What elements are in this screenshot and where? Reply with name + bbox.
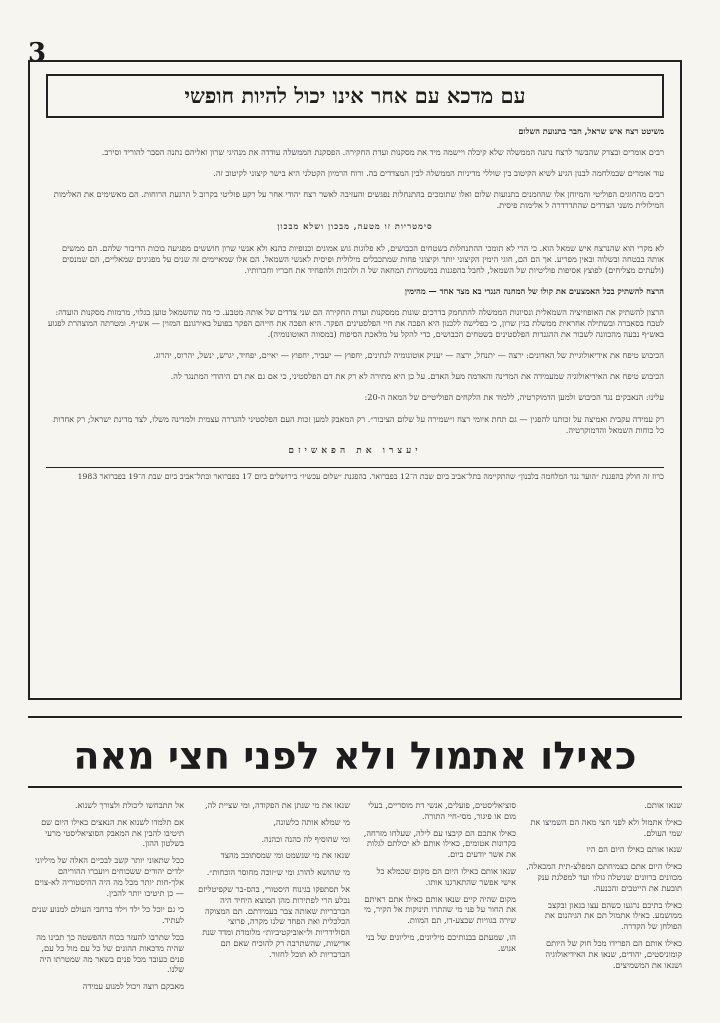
- headline-divider: [28, 786, 682, 788]
- column-paragraph: כאילו אותם הם הפרידו מכל חוק של היותם קומוניסטים, יהודים, שנאו את האידיאולוגיה ושנאו את המשמיצים.: [545, 937, 682, 970]
- leaflet-subheading: סימטריות זו מטעה, מבכון ושלא מבכון: [277, 221, 433, 232]
- leaflet-paragraph: משיטט רצח איש שראל, חבר בתנועת השלום: [518, 126, 664, 136]
- footnote-divider: [46, 467, 664, 468]
- column-paragraph: אל תסתפקו בגינוח היסטורי, בהס-בר שקפיטליזם נכלע הרי לפתירות מהן המוצא היחיד היה הברבריות שאותה צבר בעמידתם. תם המצוקה הכלכלית ואת הפחד שלנו מקרה, פרוצי הסולידריות ול״אוביקטיביות״ מלומדת ומדד שנת אדישות, שהשתרבה רק להוכיח שאם תם הברבריות לא תוכל לחזור.: [198, 883, 350, 959]
- leaflet-paragraph: רבים אומרים ובצדק שהבשר לרצח נתנה הממשלה שלא קיבלה ויישמה מיד את מסקנות ועדת החקירה. הפסקנת הממשלה עודדה את מנהיגי שרון ואליהם נתנה הסבר להוריד וסירב.: [101, 147, 664, 158]
- column-paragraph: שנאו אותם כאילו היום הם היו: [586, 844, 682, 855]
- column-paragraph: סוציאליסטים, פועלים, אנשי דת מוסריים, בעלי מום או פיגור, מסי-חיי התורה.: [368, 800, 516, 821]
- column-paragraph: כאילו אתמול ולא לפני חצי מאה הם השמיצו את שמי העולם.: [530, 816, 682, 838]
- column-paragraph: בכל שתרבו להעזר בכוח ההפשטה כך תבינו מה שהיה מדכאות ההונים של כל עם מול כל עם, פנים בעובד מכל פנים בשאר מה שמטרתו היה שלנו.: [36, 931, 184, 975]
- column-paragraph: שנאו אותם.: [644, 800, 682, 810]
- column-paragraph: מי שמלא אותה כלשונה,: [273, 816, 350, 827]
- column-paragraph: הו, שמעתם בבנותיכם מיליונים, מיליונים של בני אנוש.: [365, 931, 516, 953]
- leaflet-paragraph: עוד אומרים שבמלחמה לבנון הגיע לשיא הקיטוב בין שוללי מדיניות הממשלה לבין המצדדים בה. ורוח הרמיון הקטלני היא בישר קיצוני לקיטוב זה.: [213, 168, 664, 179]
- article-column: [28, 800, 184, 1014]
- leaflet-paragraph: הכיבוש טיפח את האידיאולוגיה שמעמידה את המדינה והאדמה מעל האדם. על כן היא מתירה לא רק את דם הפלסטיני, כי אם גם את דם היהודי המתנגד לה.: [170, 371, 664, 382]
- column-paragraph: שנאו את מי שנשמט ומי שמסתובב מהצד: [220, 850, 350, 861]
- article-column: [360, 800, 516, 1014]
- leaflet-paragraph: הכיבוש טיפח את אידיאולוגיית של האדונים: ירצה — יתנחל, ירצה — יעניק אוטונומיה לנתינים, יחפוץ — יעביר, יחפוץ — יאיים, יפחיד, יגרש, ינשל, יהרוס, יהרוג.: [153, 350, 664, 361]
- leaflet-paragraph: רק עמידה עקבית ואמיצה על זכותנו להפגין — גם תחת איומי רצח ו״שמירה על שלום הציבור״. רק המאבק למען זכות העם הפלסטיני להגדרה עצמית ולמדינה משלו, לצד מדינת ישראל; רק אחדות כל כוחות השמאל והדמוקרטיה.: [53, 413, 664, 435]
- leaflet-signature: יעצרו את הפאשיזם: [288, 445, 422, 456]
- article-headline: כאילו אתמול ולא לפני חצי מאה: [73, 734, 637, 778]
- column-paragraph: שנאו את מי שנתן את הפקודה, ומי שציית לה,: [205, 800, 350, 810]
- article-column: [194, 800, 350, 1014]
- leaflet-headline: עם מדכא עם אחר אינו יכול להיות חופשי: [46, 74, 664, 118]
- column-paragraph: ככל שתאוני יותר קשב לבכיים האלה של מיליוני ילדים יהודים ששכוחים ויועברו ההוריהם אלך-חות יותר מכל מה היה ההיסטוריה לא-צוים — כן תיטיבו יותר להבין.: [34, 855, 184, 898]
- column-paragraph: ומי שהוסיף לה כהנה וכהנה.: [261, 833, 350, 844]
- page-number: 3: [28, 38, 47, 68]
- column-paragraph: מקום שהיה קיים שנאו אותם כאילו אתם ראיתם את החור על פני מי שהתרו תינוקות אל הקיר, מי שירה בגוויות שבצע-דו, תם המוות.: [363, 893, 516, 926]
- column-paragraph: מי שהושא להורג ומי ש״זוכה מחוסר הוכחות״.: [206, 867, 350, 878]
- column-paragraph: כאילו בתיכם נרגעו כשהם עצו בגאון ובקצב ממושמע. כאילו אתמול תם את הגיהנום את הפולחן של הקדרה.: [544, 899, 682, 932]
- article-column: [526, 800, 682, 1014]
- column-paragraph: כאילו היום אתם כצמיחתם המפלצ-תית המכאלה, מכוונים ברוונים שניטלה גזלוו ועד למפלגת ענק תובעת את הייטבים והכנעה.: [526, 861, 682, 893]
- leaflet-paragraph: עלינו: הנאבקים נגד הכיבוש ולמען הדמוקרטיה, ללמוד את הלקחים הפוליטיים של המאה ה-20:: [364, 392, 664, 403]
- column-paragraph: מאבקם רוצה ויכול למנוע עמידה: [82, 981, 184, 992]
- column-paragraph: שנאו אותם כאילו היום הם מקום שכמלא כל אישי אפשר שהתארגנו אותו.: [376, 865, 516, 887]
- column-paragraph: אל תתבחשו ליכולת ולצורך לשנוא.: [75, 800, 184, 810]
- column-paragraph: כי גם יוכל כל ילד וילד ברחבי העולם למנוע שנים לעתיד.: [31, 904, 184, 926]
- section-divider: [28, 716, 682, 718]
- leaflet-footnote: כרוז זה חולק בהפגנת ״הועד נגד המלחמה בלבנון״ שהתקיימה בתל־אביב ביום שבת ה־12 בפברואר. בהפגנת ״שלום עכשיו״ בירושלים ביום 17 בפברואר ובתל־אביב ביום שבת ה־19 בפברואר 1983: [77, 471, 664, 481]
- column-paragraph: אם תלמדו לשנוא את הנאצים כאילו היום שם תיטיבו להבין את המאבק הסוציאליסטי מרעי בשלטון ההון.: [41, 816, 184, 849]
- article-columns: [28, 800, 682, 1014]
- leaflet-paragraph: רבים מהחוגים הפוליטי והמיוחן אלו שהוזמנים בתנועות שלום ואלו שתומכים בהתנחלות נפגשים והעזיבה לאשר רצח יהודי אחר על רקע פוליטי בקרוב ל הרגעת הרוחות. הם מאשימים את האלימות המילולית משני הצדדים שהתדרדרה ל אלימות פיסית.: [53, 189, 664, 211]
- leaflet-paragraph: הרצון להשתיק את האופוזיציה השמאלית ונסיונות הממשלה להתחמק בדרכים שונות ממסקנות ועדת החקירה הם שני צדדים של אותה מטבע. כי מה שהשמאל טוען בגלוי, מרמזות מסקנות הועדה: לטבח בסאברה ובשתילה אחראית ממשלת בגין שרון, כי בפלישה ללבנון היא הפכה את חיי הפלסטינים הפקר. היא הפכה את חייהם הפקר בפועל באירגונם המזוין — אש״ף. ומטרתה המוצהרת לפגוע באש״ף נבעה מהכוונה לשבור את ההגנדות הפלסטינים בשטחים הכבושים, כדי להקל על מלאכת הסיפוח (במסווה האוטונומיה).: [47, 306, 664, 340]
- leaflet-body: [46, 126, 664, 686]
- leaflet-paragraph: הרצח להשתיק בכל האמצעים את קולו של המחנה הנגדי בא מצד אחד — מהימין: [404, 285, 664, 296]
- leaflet-box: [28, 60, 682, 700]
- column-paragraph: כאילו אתכם הם קיבצו עם לילה, שעלחו מזרחה, בקרונות אטומים, כאילו אותם לא יכולתם לגלות את אשר יודעים ביום.: [363, 827, 516, 860]
- leaflet-paragraph: לא מקרי הוא שהנרצח איש שמאל הוא. כי הרי לא תומכי ההתנחלות בשטחים הכבושים, לא פלוגות גוש אמונים וכנופיות כהנא ולא אנשי שרון חוששים מפגיעה בוכות הדיבור שלהם. הם ממשים אותה בבטחה ובשלוה ובאין מפריע. אך הם הם, חוגי הימין הקיצוני יותר וקיצוני פחות שמתכבלים מילולית ופיסית לאנשי השמאל. הם אלו שמאיימים זה שנים על מפגינים שמאליים, הם שמנסים (ולעתים מצליחים) לפוצץ אסיפות פוליטיות של השמאל, לחבל בהפגנות במשמרות המחאה של ה ולהכות ולהפחיד את חבריו וחברותיו.: [61, 242, 664, 275]
